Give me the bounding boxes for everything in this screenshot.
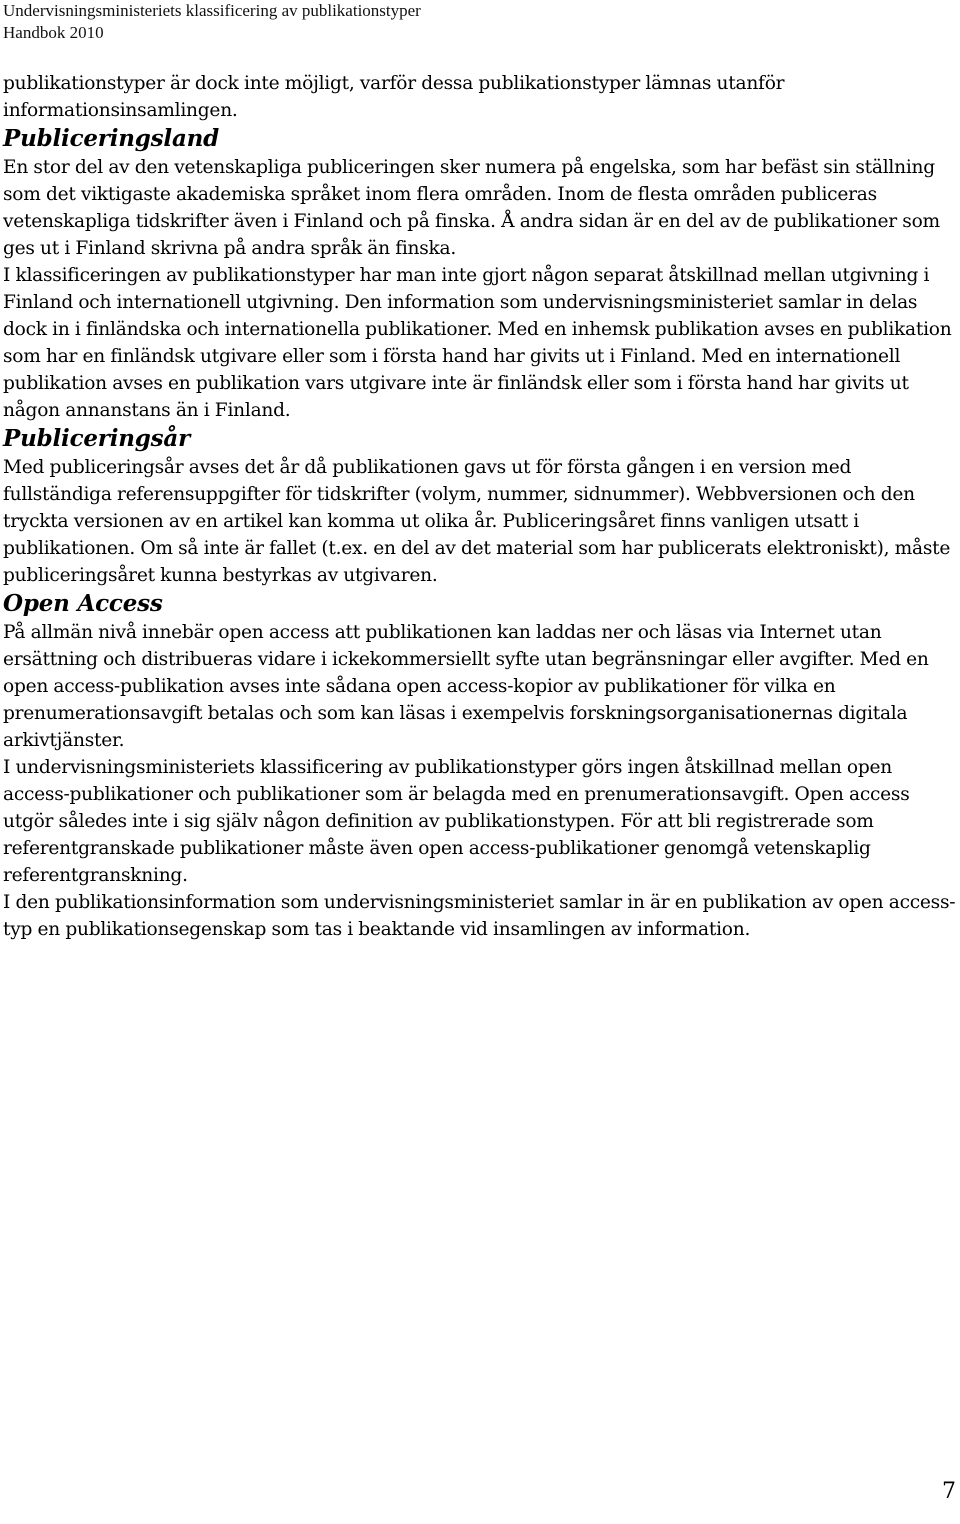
- page-number: 7: [942, 1479, 956, 1504]
- header-subtitle: Handbok 2010: [3, 23, 104, 42]
- intro-paragraph: publikationstyper är dock inte möjligt, varför dessa publikationstyper lämnas utanför informationsinsamlingen.: [3, 73, 785, 121]
- running-header: [3, 0, 421, 44]
- paragraph-open-access-2: I undervisningsministeriets klassificering av publikationstyper görs ingen åtskillnad mellan open access-publikationer och publikationer som är belagda med en prenumerationsavgift. Open access utgör således inte i sig själv någon definition av publikationstypen. För att bli registrerade som referentgranskade publikationer måste även open access-publikationer genomgå vetenskaplig referentgranskning.: [3, 757, 910, 886]
- heading-publiceringsland: Publiceringsland: [3, 125, 220, 152]
- document-body: [3, 70, 958, 943]
- header-title: Undervisningsministeriets klassificering av publikationstyper: [3, 1, 421, 20]
- paragraph-publiceringsar-1: Med publiceringsår avses det år då publikationen gavs ut för första gången i en version med fullständiga referensuppgifter för tidskrifter (volym, nummer, sidnummer). Webbversionen och den tryckta versionen av en artikel kan komma ut olika år. Publiceringsåret finns vanligen utsatt i publikationen. Om så inte är fallet (t.ex. en del av det material som har publicerats elektroniskt), måste publiceringsåret kunna bestyrkas av utgivaren.: [3, 457, 951, 586]
- paragraph-open-access-3: I den publikationsinformation som undervisningsministeriet samlar in är en publikation av open access-typ en publikationsegenskap som tas i beaktande vid insamlingen av information.: [3, 892, 956, 940]
- heading-open-access: Open Access: [3, 590, 163, 617]
- heading-publiceringsar: Publiceringsår: [3, 425, 191, 452]
- paragraph-publiceringsland-2: I klassificeringen av publikationstyper har man inte gjort någon separat åtskillnad mellan utgivning i Finland och internationell utgivning. Den information som undervisningsministeriet samlar in delas dock in i finländska och internationella publikationer. Med en inhemsk publikation avses en publikation som har en finländsk utgivare eller som i första hand har givits ut i Finland. Med en internationell publikation avses en publikation vars utgivare inte är finländsk eller som i första hand har givits ut någon annanstans än i Finland.: [3, 265, 952, 421]
- paragraph-publiceringsland-1: En stor del av den vetenskapliga publiceringen sker numera på engelska, som har befäst sin ställning som det viktigaste akademiska språket inom flera områden. Inom de flesta områden publiceras vetenskapliga tidskrifter även i Finland och på finska. Å andra sidan är en del av de publikationer som ges ut i Finland skrivna på andra språk än finska.: [3, 157, 940, 259]
- paragraph-open-access-1: På allmän nivå innebär open access att publikationen kan laddas ner och läsas via Internet utan ersättning och distribueras vidare i ickekommersiellt syfte utan begränsningar eller avgifter. Med en open access-publikation avses inte sådana open access-kopior av publikationer för vilka en prenumerationsavgift betalas och som kan läsas i exempelvis forskningsorganisationernas digitala arkivtjänster.: [3, 622, 929, 751]
